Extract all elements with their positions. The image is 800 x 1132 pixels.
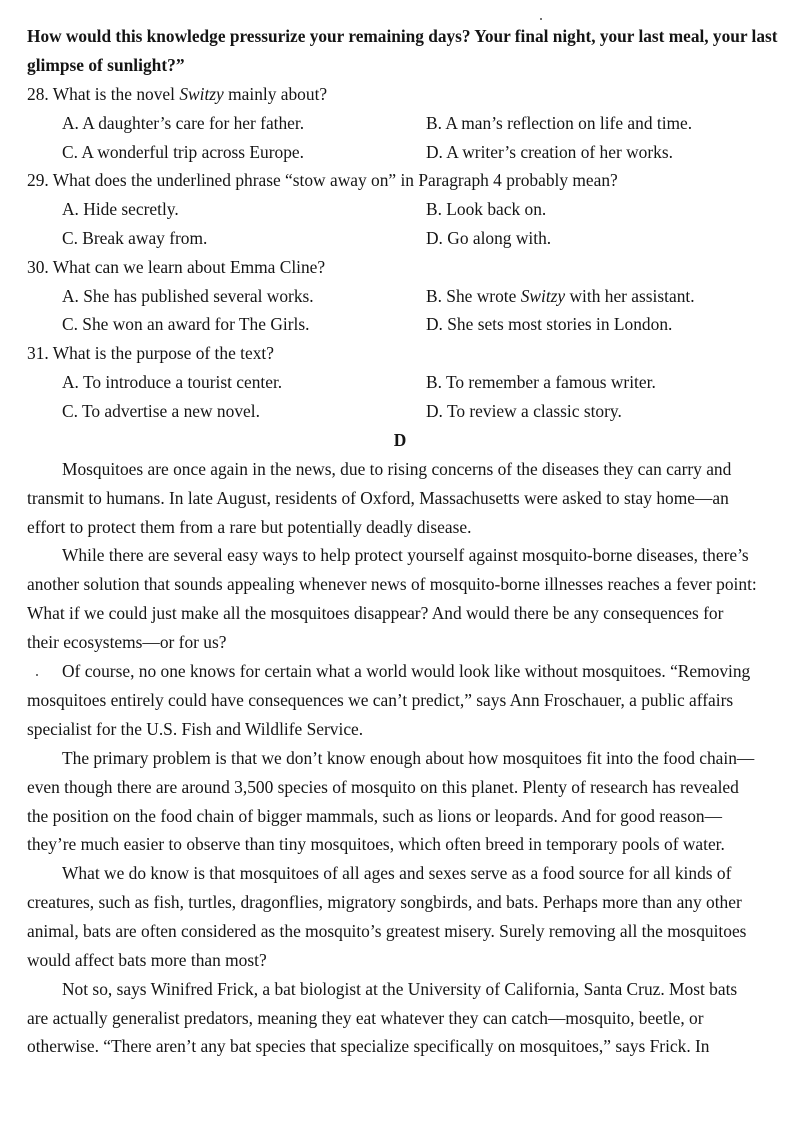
question-30-option-d: D. She sets most stories in London. bbox=[426, 314, 673, 334]
passage-d-line: the position on the food chain of bigger mammals, such as lions or leopards. And for good reason— bbox=[27, 806, 723, 826]
passage-d-line: Mosquitoes are once again in the news, due to rising concerns of the diseases they can carry and bbox=[62, 459, 732, 479]
passage-d-line: they’re much easier to observe than tiny mosquitoes, which often breed in temporary pools of water. bbox=[27, 834, 725, 854]
question-29-option-b: B. Look back on. bbox=[426, 199, 547, 219]
question-28-option-a: A. A daughter’s care for her father. bbox=[62, 113, 305, 133]
question-31-option-a: A. To introduce a tourist center. bbox=[62, 372, 283, 392]
passage-c-line-1: How would this knowledge pressurize your remaining days? Your final night, your last meal, your last bbox=[27, 26, 778, 46]
passage-d-line: What we do know is that mosquitoes of all ages and sexes serve as a food source for all kinds of bbox=[62, 863, 732, 883]
question-28-stem-post: mainly about? bbox=[223, 84, 328, 104]
passage-d-line: mosquitoes entirely could have consequences we can’t predict,” says Ann Froschauer, a public affairs bbox=[27, 690, 734, 710]
passage-d-line: would affect bats more than most? bbox=[27, 950, 267, 970]
scan-speck bbox=[540, 18, 542, 20]
question-29-stem: 29. What does the underlined phrase “stow away on” in Paragraph 4 probably mean? bbox=[27, 170, 618, 190]
scan-speck bbox=[36, 674, 38, 676]
passage-d-line: While there are several easy ways to help protect yourself against mosquito-borne diseases, there’s bbox=[62, 545, 749, 565]
question-30-option-a: A. She has published several works. bbox=[62, 286, 314, 306]
passage-d-line: animal, bats are often considered as the mosquito’s greatest misery. Surely removing all the mosquitoes bbox=[27, 921, 747, 941]
question-28-option-b: B. A man’s reflection on life and time. bbox=[426, 113, 693, 133]
question-29-option-c: C. Break away from. bbox=[62, 228, 208, 248]
question-28-option-c: C. A wonderful trip across Europe. bbox=[62, 142, 304, 162]
section-heading: D bbox=[393, 430, 407, 450]
novel-title: Switzy bbox=[179, 84, 224, 104]
passage-d-line: transmit to humans. In late August, residents of Oxford, Massachusetts were asked to stay home—an bbox=[27, 488, 729, 508]
passage-d-line: otherwise. “There aren’t any bat species that specialize specifically on mosquitoes,” says Frick. In bbox=[27, 1036, 710, 1056]
question-31-option-c: C. To advertise a new novel. bbox=[62, 401, 260, 421]
passage-d-line: creatures, such as fish, turtles, dragonflies, migratory songbirds, and bats. Perhaps more than any other bbox=[27, 892, 742, 912]
question-30-option-b-post: with her assistant. bbox=[565, 286, 695, 306]
passage-d-line: their ecosystems—or for us? bbox=[27, 632, 227, 652]
passage-d-line: another solution that sounds appealing whenever news of mosquito-borne illnesses reaches a fever point: bbox=[27, 574, 757, 594]
question-30-option-b-pre: B. She wrote bbox=[426, 286, 521, 306]
passage-d-line: Of course, no one knows for certain what a world would look like without mosquitoes. “Removing bbox=[62, 661, 751, 681]
question-28-stem bbox=[27, 80, 327, 109]
passage-d-line: are actually generalist predators, meaning they eat whatever they can catch—mosquito, beetle, or bbox=[27, 1008, 704, 1028]
passage-d-line: specialist for the U.S. Fish and Wildlife Service. bbox=[27, 719, 364, 739]
question-31-stem: 31. What is the purpose of the text? bbox=[27, 343, 274, 363]
question-30-stem: 30. What can we learn about Emma Cline? bbox=[27, 257, 326, 277]
passage-d-line: even though there are around 3,500 species of mosquito on this planet. Plenty of research has revealed bbox=[27, 777, 739, 797]
question-30-option-b bbox=[426, 282, 695, 311]
novel-title: Switzy bbox=[520, 286, 566, 306]
question-29-option-a: A. Hide secretly. bbox=[62, 199, 179, 219]
question-28-stem-pre: 28. What is the novel bbox=[27, 84, 180, 104]
passage-c-line-2: glimpse of sunlight?” bbox=[27, 55, 185, 75]
passage-d-line: Not so, says Winifred Frick, a bat biologist at the University of California, Santa Cruz. Most bats bbox=[62, 979, 738, 999]
question-29-option-d: D. Go along with. bbox=[426, 228, 552, 248]
question-31-option-b: B. To remember a famous writer. bbox=[426, 372, 656, 392]
question-31-option-d: D. To review a classic story. bbox=[426, 401, 622, 421]
passage-d-line: What if we could just make all the mosquitoes disappear? And would there be any consequences for bbox=[27, 603, 724, 623]
passage-d-line: effort to protect them from a rare but potentially deadly disease. bbox=[27, 517, 472, 537]
passage-d-line: The primary problem is that we don’t know enough about how mosquitoes fit into the food chain— bbox=[62, 748, 755, 768]
question-30-option-c: C. She won an award for The Girls. bbox=[62, 314, 310, 334]
question-28-option-d: D. A writer’s creation of her works. bbox=[426, 142, 673, 162]
